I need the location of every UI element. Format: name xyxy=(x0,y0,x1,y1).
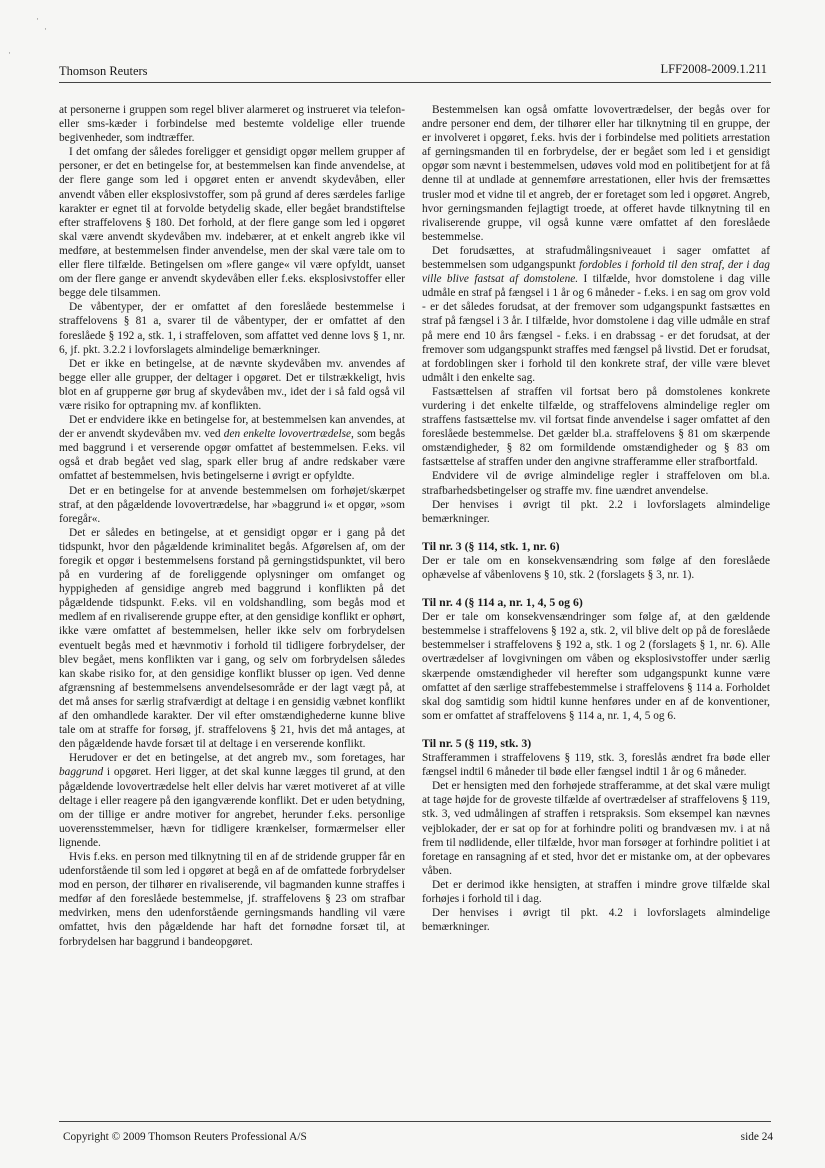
scan-artifact: · xyxy=(36,14,39,24)
paragraph: Det er således en betingelse, at et gensidigt opgør er i gang på det tidspunkt, hvor den pågældende kriminalitet begås. Afgørelsen af, om der foregik et opgør i bestemmelsens forstand på gerningstidspunktet, vil bero på en vurdering af de foreliggende oplysninger om omfanget og hyppigheden af gensidige angreb med baggrund i konflikten på det pågældende tidspunkt. F.eks. vil en voldshandling, som begås mod et medlem af en rivaliserende gruppe efter, at den gensidige konflikt er ophørt, ikke være omfattet af bestemmelsen, heller ikke selv om forbrydelsen eventuelt begås med et hævnmotiv i forhold til tidligere forbrydelser, der blev begået, mens konflikten var i gang, og selv om forbrydelsen således kan skabe risiko for, at den gensidige konflikt blusser op igen. Ved denne afgrænsning af bestemmelsens anvendelsesområde er der lagt vægt på, at det må anses for særlig strafværdigt at deltage i en gensidig væbnet konflikt af den omhandlede karakter. Der vil efter omstændighederne kunne blive tale om at straffe for forsøg, jf. straffelovens § 21, hvis det må antages, at den pågældende havde forsæt til at deltage i en verserende konflikt. xyxy=(59,526,405,751)
text-run: Det forudsættes, at strafudmålingsniveauet i sager omfattet af bestemmelsen som udgangspunkt xyxy=(422,244,770,272)
text-run: I tilfælde, hvor domstolene i dag ville udmåle en straf på fængsel i 1 år og 6 måneder - f.eks. i en sag om grov vold - er det således forudsat, at der fremover som udgangspunkt fastsættes en straf på fængsel i 3 år. I tilfælde, hvor domstolene i dag ville udmåle en straf på mere end 10 års fængsel - f.eks. i en drabssag - er det forudsat, at der fremover som udgangspunkt straffes med fængsel på livstid. Det er forudsat, at fordoblingen sker i forhold til den konkrete straf, der ville være blevet udmålt i den enkelte sag. xyxy=(422,273,771,384)
paragraph: Der er tale om en konsekvensændring som følge af den foreslåede ophævelse af våbenlovens § 10, stk. 2 (forslagets § 3, nr. 1). xyxy=(422,554,770,581)
paragraph xyxy=(59,413,405,483)
paragraph: Det er ikke en betingelse, at de nævnte skydevåben mv. anvendes af begge eller alle grupper, der deltager i opgøret. Det er tilstrækkeligt, hvis blot en af grupperne gør brug af skydevåben mv., idet der i så fald også vil være risiko for optrapning mv. af konflikten. xyxy=(59,357,405,412)
header-publisher: Thomson Reuters xyxy=(59,64,148,78)
paragraph: Der er tale om konsekvensændringer som følge af, at den gældende bestemmelse i straffelovens § 192 a, stk. 2, vil blive delt op på de foreslåede bestemmelser i straffelovens § 192 a, stk. 1 og 2 (forslagets § 1, nr. 6). Alle overtrædelser af lovgivningen om våben og eksplosivstoffer under særlig skærpende omstændigheder vil herefter som udgangspunkt kunne være omfattet af den særlige straffebestemmelse i straffelovens § 114 a. Forholdet skal dog samtidig som hidtil kunne henføres under en af de konventioner, som er omfattet af straffelovens § 114 a, nr. 1, 4, 5 og 6. xyxy=(422,611,770,722)
header-rule xyxy=(59,82,771,83)
footer-page-number: side 24 xyxy=(740,1131,773,1143)
paragraph: Det er hensigten med den forhøjede strafferamme, at det skal være muligt at tage højde for de groveste tilfælde af overtrædelser af straffelovens § 119, stk. 3, ved udmålingen af straffen i retspraksis. Som eksempel kan nævnes vejblokader, der er sat op for at forhindre politi og brandvæsen mv. i at nå frem til nødlidende, eller tilfælde, hvor man forsøger at forhindre politiet i at foretage en ransagning af et sted, hvor det er mistanke om, at der opbevares våben. xyxy=(422,780,770,877)
text-run: som begås med baggrund i et verserende opgør omfattet af bestemmelsen. F.eks. vil også et drab begået ved slag, spark eller brug af andre redskaber være omfattet af bestemmelsen, hvis betingelserne i øvrigt er opfyldte. xyxy=(59,428,405,483)
paragraph: I det omfang der således foreligger et gensidigt opgør mellem grupper af personer, er det en betingelse for, at bestemmelsen kan finde anvendelse, at der flere gange som led i opgøret enten er anvendt skydevåben, eller anvendt våben eller eksplosivstoffer, som på grund af deres særdeles farlige karakter er egnet til at forvolde betydelig skade, eller begået brandstiftelse efter straffelovens § 180. Det forhold, at der flere gange som led i opgøret skal være anvendt skydevåben mv. indebærer, at et enkelt angreb ikke vil medføre, at bestemmelsen finder anvendelse, men der skal være tale om to eller flere tilfælde. Betingelsen om »flere gange« vil være opfyldt, uanset om der flere gange er anvendt skydevåben eller f.eks. eksplosivstoffer eller begge dele tilsammen. xyxy=(59,146,405,300)
footer-rule xyxy=(59,1121,771,1122)
paragraph: at personerne i gruppen som regel bliver alarmeret og instrueret via telefon- eller sms-kæder i forbindelse med bestemte voldelige eller truende begivenheder, som indtræffer. xyxy=(59,104,405,145)
scan-artifact: · xyxy=(44,24,47,34)
section-heading: Til nr. 5 (§ 119, stk. 3) xyxy=(422,735,532,750)
paragraph: De våbentyper, der er omfattet af den foreslåede bestemmelse i straffelovens § 81 a, svarer til de våbentyper, der er omfattet af den foreslåede § 192 a, stk. 1, i straffeloven, som affattet ved denne lovs § 1, nr. 6, jf. pkt. 3.2.2 i lovforslagets almindelige bemærkninger. xyxy=(59,301,405,356)
paragraph: Der henvises i øvrigt til pkt. 4.2 i lovforslagets almindelige bemærkninger. xyxy=(422,907,770,934)
text-run: Herudover er det en betingelse, at det angreb mv., som foretages, har xyxy=(69,752,405,765)
italic-text: den enkelte lovovertrædelse, xyxy=(223,428,354,441)
paragraph: Endvidere vil de øvrige almindelige regler i straffeloven om bl.a. strafbarhedsbetingelser og straffe mv. fine uændret anvendelse. xyxy=(422,470,770,497)
header-reference: LFF2008-2009.1.211 xyxy=(660,62,767,76)
italic-text: baggrund xyxy=(59,766,104,779)
paragraph xyxy=(422,244,770,385)
text-run: i opgøret. Heri ligger, at det skal kunne lægges til grund, at den pågældende lovovertrædelse helt eller delvis har været motiveret af at ville deltage i eller reagere på den igangværende konflikt. Det er uden betydning, om der tillige er andre motiver for angrebet, herunder f.eks. personlige uoverensstemmelser, hævn for tidligere krænkelser, formærmelser eller lignende. xyxy=(59,766,405,849)
text-run: Det er endvidere ikke en betingelse for, at bestemmelsen kan anvendes, at der er anvendt skydevåben mv. ved xyxy=(59,414,405,441)
paragraph: Der henvises i øvrigt til pkt. 2.2 i lovforslagets almindelige bemærkninger. xyxy=(422,498,770,525)
section-heading: Til nr. 3 (§ 114, stk. 1, nr. 6) xyxy=(422,538,560,553)
left-column xyxy=(59,103,405,949)
scan-artifact: · xyxy=(8,48,11,58)
paragraph: Det er derimod ikke hensigten, at straffen i mindre grove tilfælde skal forhøjes i forhold til i dag. xyxy=(422,878,770,905)
paragraph: Hvis f.eks. en person med tilknytning til en af de stridende grupper får en udenforstående til som led i opgøret at begå en af de omfattede forbrydelser mod en person, der tilhører en rivaliserende, vil bagmanden kunne straffes i medfør af den foreslåede bestemmelse, jf. straffelovens § 23 om strafbar medvirken, mens den udenforstående gerningsmands handling vil være omfattet, hvis den pågældende har haft det fornødne forsæt til, at forbrydelsen har baggrund i bandeopgøret. xyxy=(59,850,405,948)
footer-copyright: Copyright © 2009 Thomson Reuters Professional A/S xyxy=(63,1131,307,1143)
section-heading: Til nr. 4 (§ 114 a, nr. 1, 4, 5 og 6) xyxy=(422,595,583,610)
paragraph: Strafferammen i straffelovens § 119, stk. 3, foreslås ændret fra bøde eller fængsel indtil 6 måneder til bøde eller fængsel indtil 1 år og 6 måneder. xyxy=(422,752,770,779)
paragraph: Bestemmelsen kan også omfatte lovovertrædelser, der begås over for andre personer end dem, der tilhører eller har tilknytning til en gruppe, der er involveret i opgøret, f.eks. hvis der i forbindelse med politiets arrestation af gerningsmanden til en forbrydelse, der er begået som led i et gensidigt opgør som nævnt i bestemmelsen, udøves vold mod en politibetjent for at få denne til at undlade at gennemføre arrestationen, eller hvis der fremsættes trusler mod et vidne til et angreb, der er foretaget som led i opgøret. Angreb, hvor gerningsmanden fejlagtigt troede, at offeret havde tilknytning til en rivaliserende gruppe, vil også kunne være omfattet af den foreslåede bestemmelse. xyxy=(422,104,770,243)
paragraph: Det er en betingelse for at anvende bestemmelsen om forhøjet/skærpet straf, at den pågældende lovovertrædelse, har »baggrund i« et opgør, »som foregår«. xyxy=(59,484,405,525)
right-column xyxy=(422,103,770,934)
italic-text: fordobles i forhold til den straf, der i dag ville blive fastsat af domstolene. xyxy=(422,259,770,286)
paragraph xyxy=(59,751,405,850)
paragraph: Fastsættelsen af straffen vil fortsat bero på domstolenes konkrete vurdering i det enkelte tilfælde, og straffelovens almindelige regler om straffens fastsættelse mv. vil fortsat finde anvendelse i sager omfattet af den foreslåede bestemmelse. Det gælder bl.a. straffelovens § 81 om skærpende omstændigheder, § 82 om formildende omstændigheder og § 83 om fastsættelse af straffen under den angivne strafferamme eller strafbortfald. xyxy=(422,385,770,469)
